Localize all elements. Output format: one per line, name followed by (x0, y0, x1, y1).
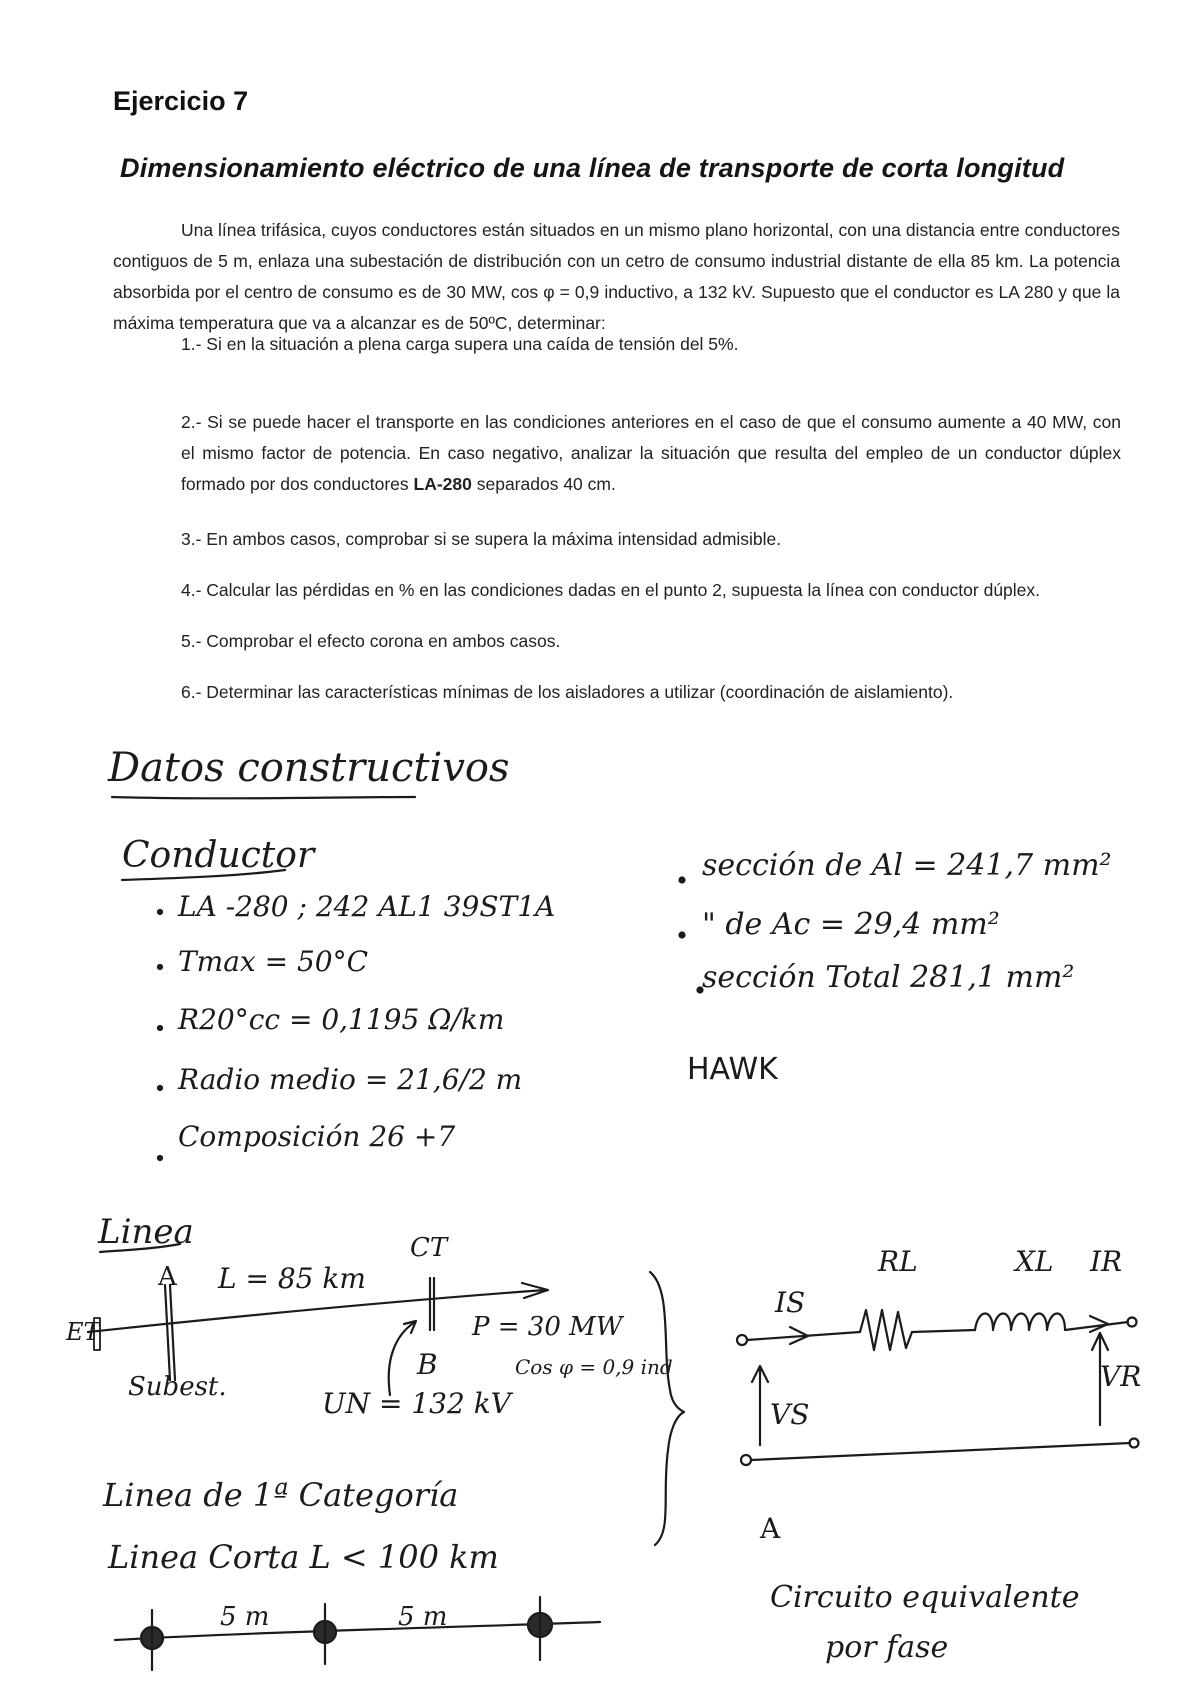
brace (650, 1272, 684, 1545)
circuit-rl-label: RL (878, 1245, 918, 1278)
spacing-right-label: 5 m (398, 1602, 448, 1632)
diagram-ct: CT (410, 1233, 448, 1263)
resistor-rl (860, 1310, 912, 1350)
question-2-tail: separados 40 cm. (471, 474, 616, 494)
bullet (158, 910, 162, 914)
diagram-point-b: B (417, 1348, 438, 1381)
bullet (158, 1086, 162, 1090)
conductor-item: R20°cc = 0,1195 Ω/km (178, 1003, 505, 1036)
substation-a-mark (165, 1285, 175, 1380)
ir-arrow (1090, 1316, 1108, 1332)
inductor-xl (975, 1314, 1065, 1331)
conductor-item: Radio medio = 21,6/2 m (178, 1063, 523, 1096)
question-2-text: 2.- Si se puede hacer el transporte en las condiciones anteriores en el caso de que el consumo aumente a 40 MW, con el mismo factor de potencia. En caso negativo, analizar la situación que resulta del empleo de un conductor dúplex formado por dos conductores (181, 412, 1121, 494)
spacing-left-label: 5 m (220, 1602, 270, 1632)
circuit-vs-label: VS (770, 1398, 810, 1431)
circuit-caption-2: por fase (825, 1630, 949, 1665)
question-2-conductor: LA-280 (413, 474, 472, 494)
question-6: 6.- Determinar las características mínimas de los aisladores a utilizar (coordinación de aislamiento). (181, 682, 954, 702)
category-line-1: Linea de 1ª Categoría (103, 1476, 459, 1514)
conductor-heading: Conductor (122, 835, 315, 876)
diagram-subest: Subest. (128, 1372, 227, 1402)
diagram-cosphi: Cos φ = 0,9 ind (515, 1355, 673, 1379)
diagram-power: P = 30 MW (472, 1312, 623, 1342)
bullet (680, 933, 685, 938)
busbar-et (94, 1318, 100, 1350)
circuit-xl-label: XL (1015, 1245, 1054, 1278)
conductor-item: Composición 26 +7 (178, 1120, 456, 1153)
problem-statement: Una línea trifásica, cuyos conductores están situados en un mismo plano horizontal, con una distancia entre conductores contiguos de 5 m, enlaza una subestación de distribución con un cetro de consumo industrial distante de ella 85 km. La potencia absorbida por el centro de consumo es de 30 MW, cos φ = 0,9 inductivo, a 132 kV. Supuesto que el conductor es LA 280 y que la máxima temperatura que va a alcanzar es de 50ºC, determinar: (113, 220, 1120, 333)
exercise-title: Ejercicio 7 (113, 86, 249, 116)
heading-underline (112, 797, 415, 798)
bullet (158, 1026, 162, 1030)
bullet (698, 988, 703, 993)
notes-heading: Datos constructivos (108, 745, 510, 791)
circuit-mid-wire (912, 1330, 975, 1332)
terminal-s-bottom (741, 1455, 751, 1465)
diagram-un: UN = 132 kV (322, 1387, 511, 1420)
section-item: " de Ac = 29,4 mm² (702, 907, 1000, 942)
bullet (158, 1156, 162, 1160)
circuit-caption-1: Circuito equivalente (770, 1580, 1080, 1615)
conductor-underline (122, 870, 285, 880)
bullet (680, 878, 685, 883)
circuit-is-label: IS (775, 1286, 806, 1319)
circuit-ir-label: IR (1090, 1245, 1123, 1278)
question-4: 4.- Calcular las pérdidas en % en las condiciones dadas en el punto 2, supuesta la línea con conductor dúplex. (181, 580, 1041, 600)
circuit-point-a: A (760, 1512, 781, 1545)
question-1: 1.- Si en la situación a plena carga supera una caída de tensión del 5%. (181, 334, 739, 354)
diagram-point-a: A (158, 1262, 177, 1292)
circuit-bottom-wire (751, 1443, 1130, 1460)
section-item: sección de Al = 241,7 mm² (702, 848, 1112, 883)
question-5: 5.- Comprobar el efecto corona en ambos casos. (181, 631, 561, 651)
linea-heading: Linea (98, 1212, 194, 1252)
conductor-item: LA -280 ; 242 AL1 39ST1A (178, 890, 556, 923)
question-3: 3.- En ambos casos, comprobar si se supera la máxima intensidad admisible. (181, 529, 782, 549)
circuit-vr-label: VR (1100, 1360, 1142, 1393)
category-line-2: Linea Corta L < 100 km (108, 1538, 499, 1576)
bullet (158, 965, 162, 969)
hawk-label: HAWK (687, 1052, 778, 1087)
linea-underline (100, 1244, 180, 1252)
transmission-line (88, 1290, 545, 1332)
ct-mark (430, 1278, 434, 1330)
terminal-s-top (737, 1335, 747, 1345)
exercise-subtitle: Dimensionamiento eléctrico de una línea de transporte de corta longitud (120, 153, 1065, 183)
section-item: sección Total 281,1 mm² (702, 960, 1075, 995)
diagram-length: L = 85 km (218, 1262, 366, 1295)
diagram-et: ET (66, 1318, 100, 1346)
conductor-item: Tmax = 50°C (178, 945, 369, 978)
